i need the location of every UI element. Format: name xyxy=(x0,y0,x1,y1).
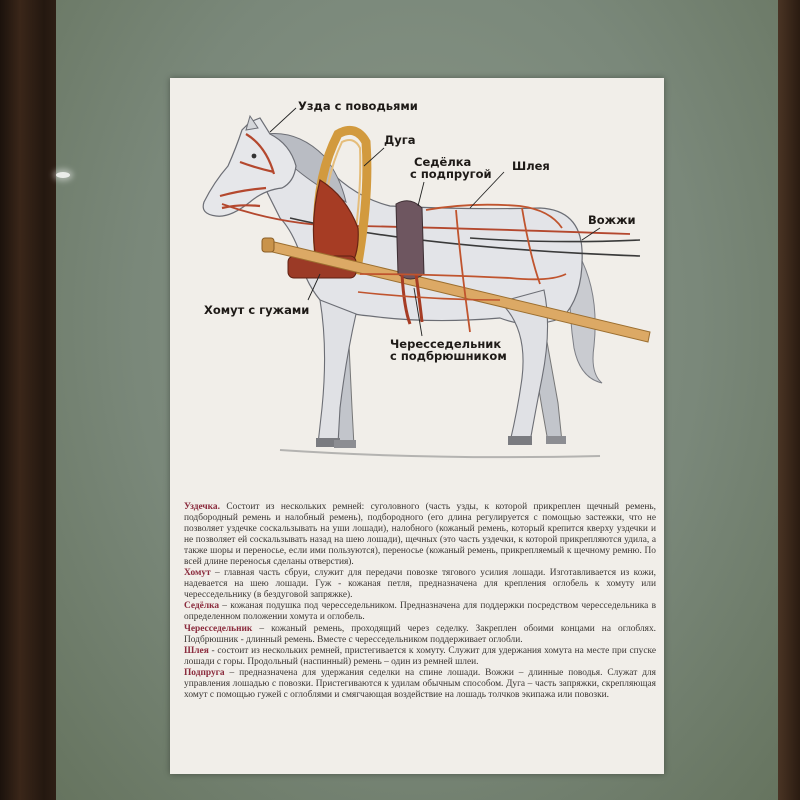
paragraph-bridle xyxy=(184,502,656,568)
term: Хомут xyxy=(184,568,211,579)
paragraph-text: Состоит из нескольких ремней: суголовного (часть узды, к которой прикреплен щечный ремень, подбородный ремень и налобный ремень), подбородного (его длина регулируется с помощью застежки, что не позволяет уздечке соскальзывать на уши лошади), налобного (кожаный ремень, который крепится кверху уздечки и не позволяет ей соскальзывать назад на шею лошади), щечных (это часть уздечки, к которой прикрепляются удила, а также шоры и переносье, если ими пользуются), переносье (кожаный ремень, прикрепляемый к щечному ремню. По всей длине переносья сделаны отверстия). xyxy=(184,502,656,568)
horse-harness-illustration xyxy=(170,78,664,478)
shaft-end xyxy=(262,238,274,252)
label-reins: Вожжи xyxy=(588,213,636,227)
paragraph-backband xyxy=(184,624,656,646)
label-arc: Дуга xyxy=(384,133,416,147)
paragraph-saddle xyxy=(184,601,656,623)
horse-hoof xyxy=(508,436,532,445)
label-saddle-line1: Седёлка xyxy=(414,155,472,169)
term: Шлея xyxy=(184,645,209,656)
paragraph-text: – кожаная подушка под чересседельником. Предназначена для поддержки посредством чересседельника в определенном положении хомута и оглобель. xyxy=(184,601,656,623)
ground-shadow xyxy=(280,450,600,457)
label-backband-line2: с подбрюшником xyxy=(390,349,507,363)
label-bridle: Узда с поводьями xyxy=(298,99,418,113)
leader-line-reins xyxy=(582,228,600,240)
paragraph-text: – главная часть сбруи, служит для передачи повозке тягового усилия лошади. Изготавливается из кожи, надевается на шею лошади. Гуж - кожаная петля, предназначена для крепления оглобель к хомуту или чересседельнику (в бездуговой запряжке). xyxy=(184,568,656,601)
paragraph-text: – предназначена для удержания седелки на спине лошади. Вожжи – длинные поводья. Служат для управления лошадью с повозки. Пристегиваются к удилам обычным способом. Дуга – часть запряжки, скрепляющая хомут с помощью гужей с оглоблями и смягчающая воздействие на лошадь толчков экипажа или повозки. xyxy=(184,667,656,700)
glass-reflection xyxy=(56,172,70,178)
harness-poster xyxy=(170,78,664,774)
paragraph-breeching xyxy=(184,646,656,668)
saddle-sedelka xyxy=(396,201,424,279)
paragraph-text: – кожаный ремень, проходящий через седелку. Закреплен обоими концами на оглоблях. Подбрюшник - длинный ремень. Вместе с чересседельником поддерживает оглобли. xyxy=(184,623,656,645)
picture-frame-right-edge xyxy=(778,0,800,800)
harness-description xyxy=(184,502,656,701)
horse-eye xyxy=(252,154,257,159)
label-collar: Хомут с гужами xyxy=(204,303,310,317)
term: Чересседельник xyxy=(184,623,253,634)
paragraph-collar xyxy=(184,568,656,601)
horse-hoof xyxy=(334,440,356,448)
paragraph-text: - состоит из нескольких ремней, пристегивается к хомуту. Служит для удержания хомута на месте при спуске лошади с горы. Продольный (наспинный) ремень – один из ремней шлеи. xyxy=(184,645,656,667)
term: Подпруга xyxy=(184,667,225,678)
label-saddle-line2: с подпругой xyxy=(410,167,492,181)
label-breeching: Шлея xyxy=(512,159,550,173)
horse-hoof xyxy=(546,436,566,444)
term: Уздечка. xyxy=(184,502,220,512)
leader-line-bridle xyxy=(270,108,296,132)
term: Седёлка xyxy=(184,601,220,612)
leader-line-saddle xyxy=(418,182,424,206)
label-backband-line1: Чересседельник xyxy=(390,337,502,351)
paragraph-girth xyxy=(184,668,656,701)
